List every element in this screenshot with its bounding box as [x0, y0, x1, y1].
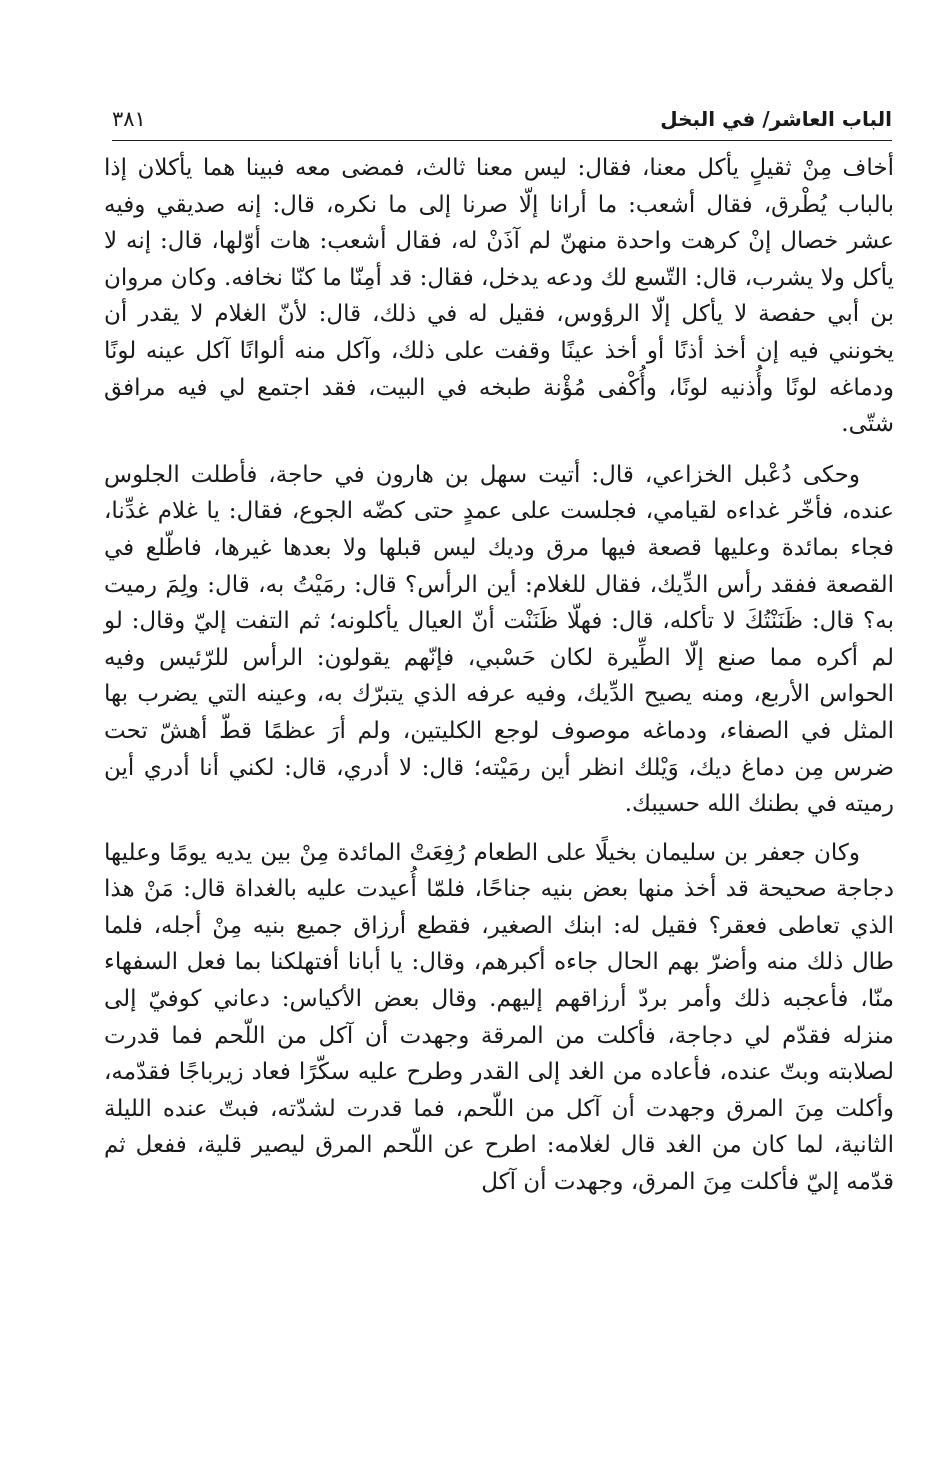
paragraph: أخاف مِنْ ثقيلٍ يأكل معنا، فقال: ليس معنا ثالث، فمضى معه فبينا هما يأكلان إذا بالباب يُطْرق، فقال أشعب: ما أرانا إلّا صرنا إلى ما نكره، قال: إنه صديقي وفيه عشر خصال إنْ كرهت واحدة منهنّ لم آذَنْ له، فقال أشعب: هات أوّلها، قال: إنه لا يأكل ولا يشرب، قال: التّسع لك ودعه يدخل، فقال: قد أمِنّا ما كنّا نخافه. وكان مروان بن أبي حفصة لا يأكل إلّا الرؤوس، فقيل له في ذلك، قال: لأنّ الغلام لا يقدر أن يخونني فيه إن أخذ أذنًا أو أخذ عينًا وقفت على ذلك، وآكل منه ألوانًا آكل عينه لونًا ودماغه لونًا وأُذنيه لونًا، وأُكْفى مُؤْنة طبخه في البيت، فقد اجتمع لي فيه مرافق شتّى. [104, 155, 894, 438]
paragraph: وحكى دُعْبل الخزاعي، قال: أتيت سهل بن هارون في حاجة، فأطلت الجلوس عنده، فأخّر غداءه لقيامي، فجلست على عمدٍ حتى كضّه الجوع، فقال: يا غلام غدِّنا، فجاء بمائدة وعليها قصعة فيها مرق وديك ليس قبلها ولا بعدها غيرها، فاطّلع في القصعة ففقد رأس الدِّيك، فقال للغلام: أين الرأس؟ قال: رمَيْتُ به، قال: ولِمَ رميت به؟ قال: ظَنَنْتُكَ لا تأكله، قال: فهلّا ظَنَنْت أنّ العيال يأكلونه؛ ثم التفت إليّ وقال: لو لم أكره مما صنع إلّا الطِّيرة لكان حَسْبي، فإنّهم يقولون: الرأس للرّئيس وفيه الحواس الأربع، ومنه يصيح الدِّيك، وفيه عرفه الذي يتبرّك به، وعينه التي يضرب بها المثل في الصفاء، ودماغه موصوف لوجع الكليتين، ولم أرَ عظمًا قطّ أهشّ تحت ضرس مِن دماغ ديك، وَيْلك انظر أين رمَيْته؛ قال: لا أدري، قال: لكني أنا أدري أين رميته في بطنك الله حسيبك. [104, 461, 894, 818]
header-rule [112, 140, 892, 141]
page-number: ٣٨١ [112, 107, 146, 131]
running-title: الباب العاشر/ في البخل [660, 107, 892, 131]
body-text [104, 150, 894, 1201]
page-header [112, 104, 892, 138]
paragraph: وكان جعفر بن سليمان بخيلًا على الطعام رُفِعَتْ المائدة مِنْ بين يديه يومًا وعليها دجاجة صحيحة قد أخذ منها بعض بنيه جناحًا، فلمّا أُعيدت عليه بالغداة قال: مَنْ هذا الذي تعاطى فعقر؟ فقيل له: ابنك الصغير، فقطع أرزاق جميع بنيه مِنْ أجله، فلما طال ذلك منه وأضرّ بهم الحال جاءه أكبرهم، وقال: يا أبانا أفتهلكنا بما فعل السفهاء منّا، فأعجبه ذلك وأمر بردّ أرزاقهم إليهم. وقال بعض الأكياس: دعاني كوفيّ إلى منزله فقدّم لي دجاجة، فأكلت من المرقة وجهدت أن آكل من اللّحم فما قدرت لصلابته وبتّ عنده، فأعاده من الغد إلى القدر وطرح عليه سكّرًا فعاد زيرباجًا فقدّمه، وأكلت مِنَ المرق وجهدت أن آكل من اللّحم، فما قدرت لشدّته، فبتّ عنده الليلة الثانية، لما كان من الغد قال لغلامه: اطرح عن اللّحم المرق ليصير قلية، ففعل ثم قدّمه إليّ فأكلت مِنَ المرق، وجهدت أن آكل [104, 839, 894, 1196]
